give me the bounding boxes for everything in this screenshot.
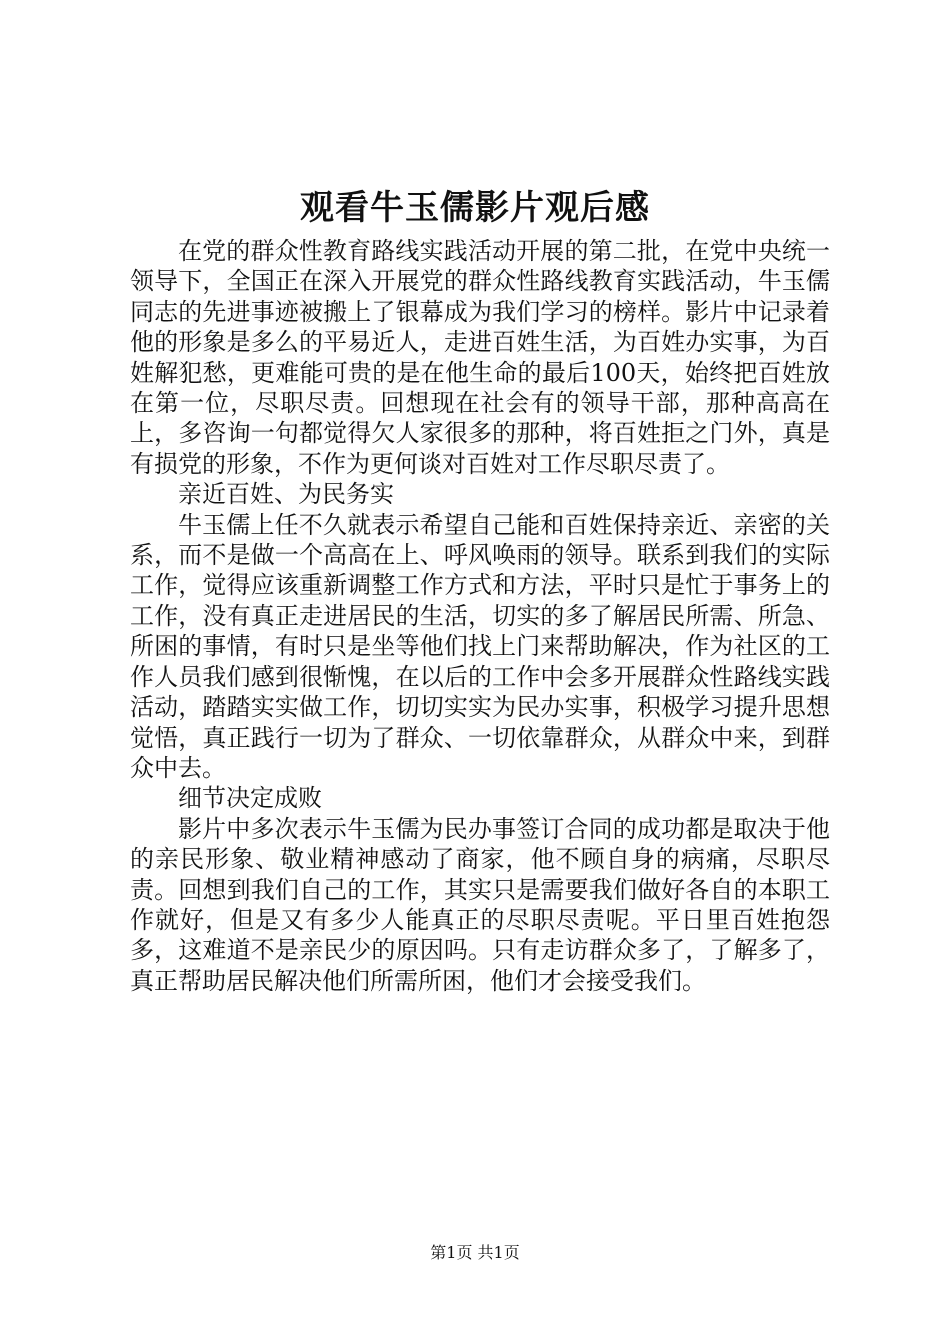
page-footer: 第1页 共1页 — [430, 1243, 520, 1262]
paragraph-intro: 在党的群众性教育路线实践活动开展的第二批，在党中央统一领导下，全国正在深入开展党的群众性路线教育实践活动，牛玉儒同志的先进事迹被搬上了银幕成为我们学习的榜样。影片中记录着他的形象是多么的平易近人，走进百姓生活，为百姓办实事，为百姓解犯愁，更难能可贵的是在他生命的最后100天，始终把百姓放在第一位，尽职尽责。回想现在社会有的领导干部，那种高高在上，多咨询一句都觉得欠人家很多的那种，将百姓拒之门外，真是有损党的形象，不作为更何谈对百姓对工作尽职尽责了。 — [130, 237, 830, 478]
document-title: 观看牛玉儒影片观后感 — [300, 188, 650, 228]
paragraph-close-to-people: 牛玉儒上任不久就表示希望自己能和百姓保持亲近、亲密的关系，而不是做一个高高在上、呼风唤雨的领导。联系到我们的实际工作，觉得应该重新调整工作方式和方法，平时只是忙于事务上的工作，没有真正走进居民的生活，切实的多了解居民所需、所急、所困的事情，有时只是坐等他们找上门来帮助解决，作为社区的工作人员我们感到很惭愧，在以后的工作中会多开展群众性路线实践活动，踏踏实实做工作，切切实实为民办实事，积极学习提升思想觉悟，真正践行一切为了群众、一切依靠群众，从群众中来，到群众中去。 — [130, 510, 830, 782]
section-heading-details-matter: 细节决定成败 — [178, 784, 322, 813]
document-body — [130, 236, 830, 996]
paragraph-details-matter: 影片中多次表示牛玉儒为民办事签订合同的成功都是取决于他的亲民形象、敬业精神感动了商家，他不顾自身的病痛，尽职尽责。回想到我们自己的工作，其实只是需要我们做好各自的本职工作就好，但是又有多少人能真正的尽职尽责呢。平日里百姓抱怨多，这难道不是亲民少的原因吗。只有走访群众多了，了解多了，真正帮助居民解决他们所需所困，他们才会接受我们。 — [130, 814, 830, 995]
section-heading-close-to-people: 亲近百姓、为民务实 — [178, 480, 394, 509]
